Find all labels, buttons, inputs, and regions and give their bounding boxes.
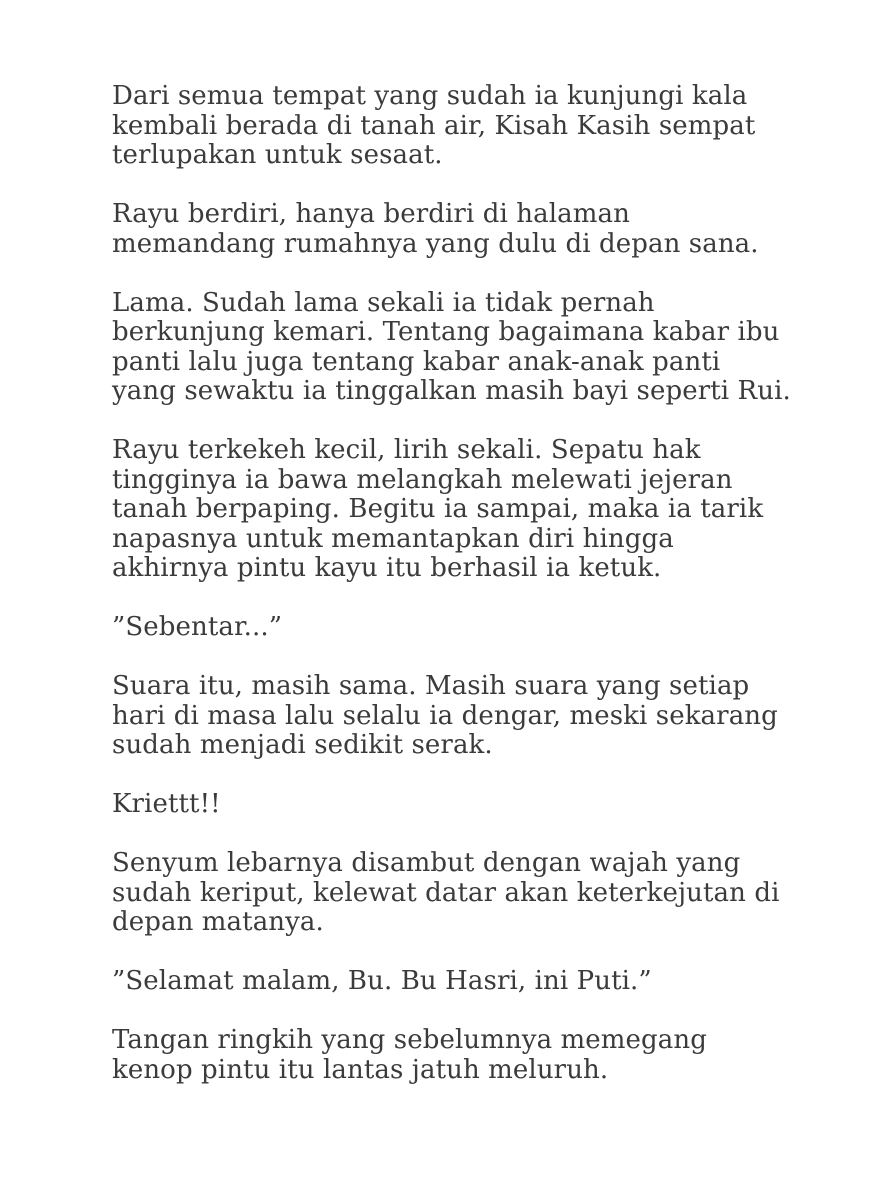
dialogue-line: ”Sebentar...” — [112, 612, 283, 642]
paragraph: Dari semua tempat yang sudah ia kunjungi kala kembali berada di tanah air, Kisah Kasih sempat terlupakan untuk sesaat. — [112, 81, 756, 170]
paragraph: Lama. Sudah lama sekali ia tidak pernah berkunjung kemari. Tentang bagaimana kabar ibu panti lalu juga tentang kabar anak-anak panti yang sewaktu ia tinggalkan masih bayi seperti Rui. — [112, 287, 791, 406]
dialogue-line: ”Selamat malam, Bu. Bu Hasri, ini Puti.” — [112, 966, 652, 996]
paragraph: Suara itu, masih sama. Masih suara yang setiap hari di masa lalu selalu ia dengar, meski sekarang sudah menjadi sedikit serak. — [112, 671, 778, 760]
story-text — [112, 82, 872, 1085]
paragraph: Rayu berdiri, hanya berdiri di halaman memandang rumahnya yang dulu di depan sana. — [112, 199, 759, 259]
paragraph: Senyum lebarnya disambut dengan wajah yang sudah keriput, kelewat datar akan keterkejutan di depan matanya. — [112, 848, 780, 937]
paragraph: Rayu terkekeh kecil, lirih sekali. Sepatu hak tingginya ia bawa melangkah melewati jejeran tanah berpaping. Begitu ia sampai, maka ia tarik napasnya untuk memantapkan diri hingga akhirnya pintu kayu itu berhasil ia ketuk. — [112, 435, 764, 583]
paragraph: Tangan ringkih yang sebelumnya memegang kenop pintu itu lantas jatuh meluruh. — [112, 1025, 707, 1085]
sound-effect-line: Kriettt!! — [112, 789, 221, 819]
